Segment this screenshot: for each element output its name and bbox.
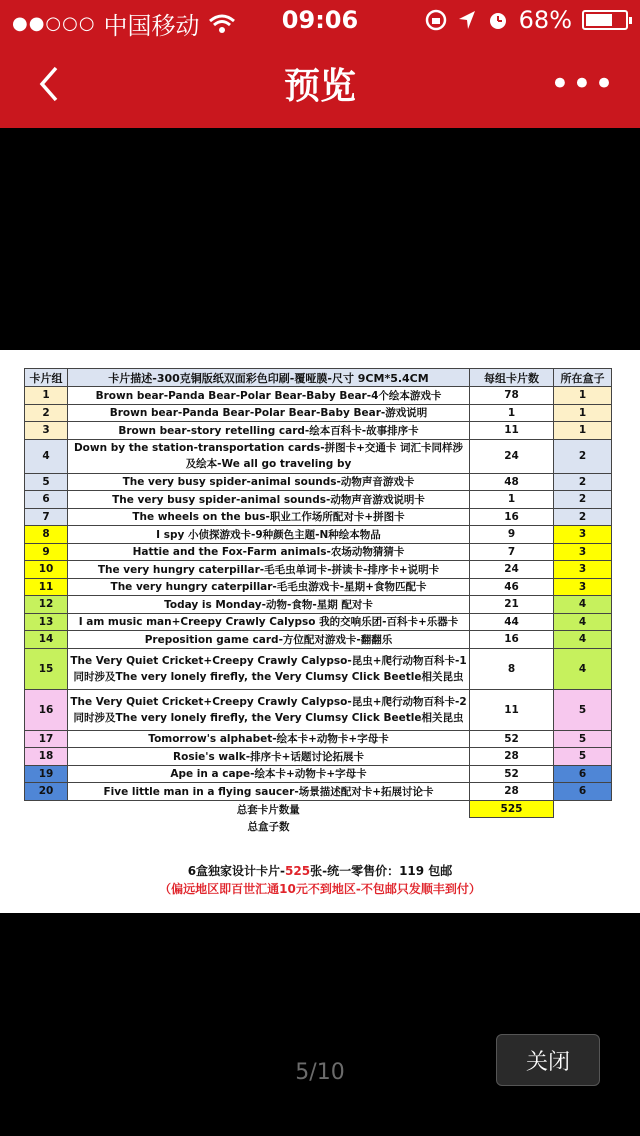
- table-row: [25, 387, 612, 405]
- cell-description: Ape in a cape-绘本卡+动物卡+字母卡: [68, 765, 470, 783]
- cell-description: The very busy spider-animal sounds-动物声音游戏卡: [68, 473, 470, 491]
- cell-box: 6: [554, 765, 612, 783]
- cell-group: 20: [25, 783, 68, 801]
- cell-box: 3: [554, 543, 612, 561]
- cell-description: Hattie and the Fox-Farm animals-农场动物猜猜卡: [68, 543, 470, 561]
- battery-percent: 68%: [518, 6, 572, 34]
- boxes-spacer: [554, 818, 612, 835]
- cell-group: 1: [25, 387, 68, 405]
- cell-description: The very hungry caterpillar-毛毛虫游戏卡-星期+食物匹配卡: [68, 578, 470, 596]
- cell-description: I am music man+Creepy Crawly Calypso 我的交响乐团-百科卡+乐器卡: [68, 613, 470, 631]
- cell-box: 2: [554, 491, 612, 509]
- cell-box: 3: [554, 578, 612, 596]
- table-row: [25, 631, 612, 649]
- status-right: [425, 6, 628, 34]
- cell-description: The very hungry caterpillar-毛毛虫单词卡-拼读卡-排序卡+说明卡: [68, 561, 470, 579]
- table-row: [25, 491, 612, 509]
- cell-count: 24: [470, 439, 554, 473]
- cell-count: 7: [470, 543, 554, 561]
- close-button[interactable]: 关闭: [496, 1034, 600, 1086]
- total-label: 总套卡片数量: [236, 803, 300, 816]
- cell-group: 7: [25, 508, 68, 526]
- header-box: 所在盒子: [554, 369, 612, 387]
- cell-count: 16: [470, 631, 554, 649]
- cell-group: 2: [25, 404, 68, 422]
- cell-group: 17: [25, 730, 68, 748]
- cell-description: Tomorrow's alphabet-绘本卡+动物卡+字母卡: [68, 730, 470, 748]
- cell-box: 5: [554, 689, 612, 730]
- cell-count: 48: [470, 473, 554, 491]
- table-row: [25, 783, 612, 801]
- table-row: [25, 422, 612, 440]
- table-row: [25, 526, 612, 544]
- cell-group: 12: [25, 596, 68, 614]
- image-viewer[interactable]: [0, 350, 640, 913]
- cell-box: 4: [554, 648, 612, 689]
- cell-count: 24: [470, 561, 554, 579]
- cell-box: 4: [554, 596, 612, 614]
- table-row: [25, 596, 612, 614]
- page-indicator: 5/10: [295, 1060, 345, 1085]
- cell-count: 52: [470, 765, 554, 783]
- table-row: [25, 648, 612, 689]
- cell-count: 28: [470, 748, 554, 766]
- cell-box: 2: [554, 473, 612, 491]
- shipping-note: （偏远地区即百世汇通10元不到地区-不包邮只发顺丰到付）: [159, 882, 481, 896]
- page-title: 预览: [283, 66, 356, 107]
- total-spacer: [554, 800, 612, 818]
- table-row: [25, 613, 612, 631]
- cell-group: 14: [25, 631, 68, 649]
- boxes-label: 总盒子数: [247, 820, 290, 833]
- table-row: [25, 730, 612, 748]
- cell-count: 11: [470, 422, 554, 440]
- table-header-row: [25, 369, 612, 387]
- cell-count: 11: [470, 689, 554, 730]
- cell-count: 52: [470, 730, 554, 748]
- more-options-button[interactable]: •••: [549, 64, 616, 104]
- cell-description: Preposition game card-方位配对游戏卡-翻翻乐: [68, 631, 470, 649]
- alarm-icon: [487, 9, 509, 31]
- boxes-row: [25, 818, 612, 835]
- cell-description: Down by the station-transportation cards-拼图卡+交通卡 词汇卡同样涉及绘本-We all go traveling by: [68, 439, 470, 473]
- cell-description: Rosie's walk-排序卡+话题讨论拓展卡: [68, 748, 470, 766]
- status-time: 09:06: [281, 6, 359, 34]
- cell-description: The Very Quiet Cricket+Creepy Crawly Calypso-昆虫+爬行动物百科卡-2 同时涉及The very lonely firefly, the Very Clumsy Click Beetle相关昆虫: [68, 689, 470, 730]
- header-description: 卡片描述-300克铜版纸双面彩色印刷-覆哑膜-尺寸 9CM*5.4CM: [68, 369, 470, 387]
- cell-group: 19: [25, 765, 68, 783]
- table-row: [25, 689, 612, 730]
- carrier-name: 中国移动: [103, 12, 200, 40]
- cell-group: 6: [25, 491, 68, 509]
- signal-strength-icon: ●●○○○: [12, 13, 96, 34]
- cell-description: I spy 小侦探游戏卡-9种颜色主题-N种绘本物品: [68, 526, 470, 544]
- cell-box: 3: [554, 526, 612, 544]
- cell-box: 3: [554, 561, 612, 579]
- boxes-spacer: [25, 818, 68, 835]
- cell-description: Today is Monday-动物-食物-星期 配对卡: [68, 596, 470, 614]
- cell-count: 1: [470, 404, 554, 422]
- table-row: [25, 404, 612, 422]
- cell-group: 15: [25, 648, 68, 689]
- cell-group: 13: [25, 613, 68, 631]
- cell-count: 1: [470, 491, 554, 509]
- total-spacer: [25, 800, 68, 818]
- cell-group: 16: [25, 689, 68, 730]
- cell-count: 28: [470, 783, 554, 801]
- cell-description: The wheels on the bus-职业工作场所配对卡+拼图卡: [68, 508, 470, 526]
- cell-group: 8: [25, 526, 68, 544]
- cell-group: 9: [25, 543, 68, 561]
- cell-description: Brown bear-Panda Bear-Polar Bear-Baby Bear-游戏说明: [68, 404, 470, 422]
- boxes-spacer: [470, 818, 554, 835]
- cell-description: Five little man in a flying saucer-场景描述配对卡+拓展讨论卡: [68, 783, 470, 801]
- table-row: [25, 439, 612, 473]
- cell-count: 21: [470, 596, 554, 614]
- table-row: [25, 543, 612, 561]
- nav-bar: [0, 40, 640, 128]
- cell-box: 4: [554, 613, 612, 631]
- cell-group: 3: [25, 422, 68, 440]
- cell-box: 2: [554, 508, 612, 526]
- table-row: [25, 508, 612, 526]
- table-row: [25, 765, 612, 783]
- total-value: 525: [470, 800, 554, 818]
- cell-box: 4: [554, 631, 612, 649]
- cell-box: 5: [554, 748, 612, 766]
- table-row: [25, 748, 612, 766]
- cell-box: 5: [554, 730, 612, 748]
- cell-box: 1: [554, 404, 612, 422]
- header-count: 每组卡片数: [470, 369, 554, 387]
- cell-box: 2: [554, 439, 612, 473]
- table-row: [25, 473, 612, 491]
- cell-group: 11: [25, 578, 68, 596]
- price-suffix: 张-统一零售价：119 包邮: [310, 864, 453, 878]
- cell-count: 46: [470, 578, 554, 596]
- cell-group: 10: [25, 561, 68, 579]
- status-bar: [0, 0, 640, 40]
- cell-box: 6: [554, 783, 612, 801]
- cell-box: 1: [554, 422, 612, 440]
- rotation-lock-icon: [425, 9, 447, 31]
- price-prefix: 6盒独家设计卡片-: [187, 864, 286, 878]
- cell-count: 9: [470, 526, 554, 544]
- cell-group: 4: [25, 439, 68, 473]
- cell-count: 16: [470, 508, 554, 526]
- cell-description: The very busy spider-animal sounds-动物声音游戏说明卡: [68, 491, 470, 509]
- header-group: 卡片组: [25, 369, 68, 387]
- cell-group: 5: [25, 473, 68, 491]
- cell-description: Brown bear-Panda Bear-Polar Bear-Baby Bear-4个绘本游戏卡: [68, 387, 470, 405]
- price-line: [0, 862, 640, 879]
- card-table: [24, 368, 612, 835]
- battery-icon: [582, 10, 628, 30]
- total-row: [25, 800, 612, 818]
- cell-box: 1: [554, 387, 612, 405]
- cell-description: Brown bear-story retelling card-绘本百科卡-故事排序卡: [68, 422, 470, 440]
- table-row: [25, 578, 612, 596]
- battery-level: [586, 14, 612, 26]
- cell-count: 8: [470, 648, 554, 689]
- cell-count: 44: [470, 613, 554, 631]
- price-count: 525: [285, 864, 311, 878]
- cell-count: 78: [470, 387, 554, 405]
- table-row: [25, 561, 612, 579]
- cell-description: The Very Quiet Cricket+Creepy Crawly Calypso-昆虫+爬行动物百科卡-1 同时涉及The very lonely firefly, the Very Clumsy Click Beetle相关昆虫: [68, 648, 470, 689]
- location-icon: [457, 9, 477, 31]
- cell-group: 18: [25, 748, 68, 766]
